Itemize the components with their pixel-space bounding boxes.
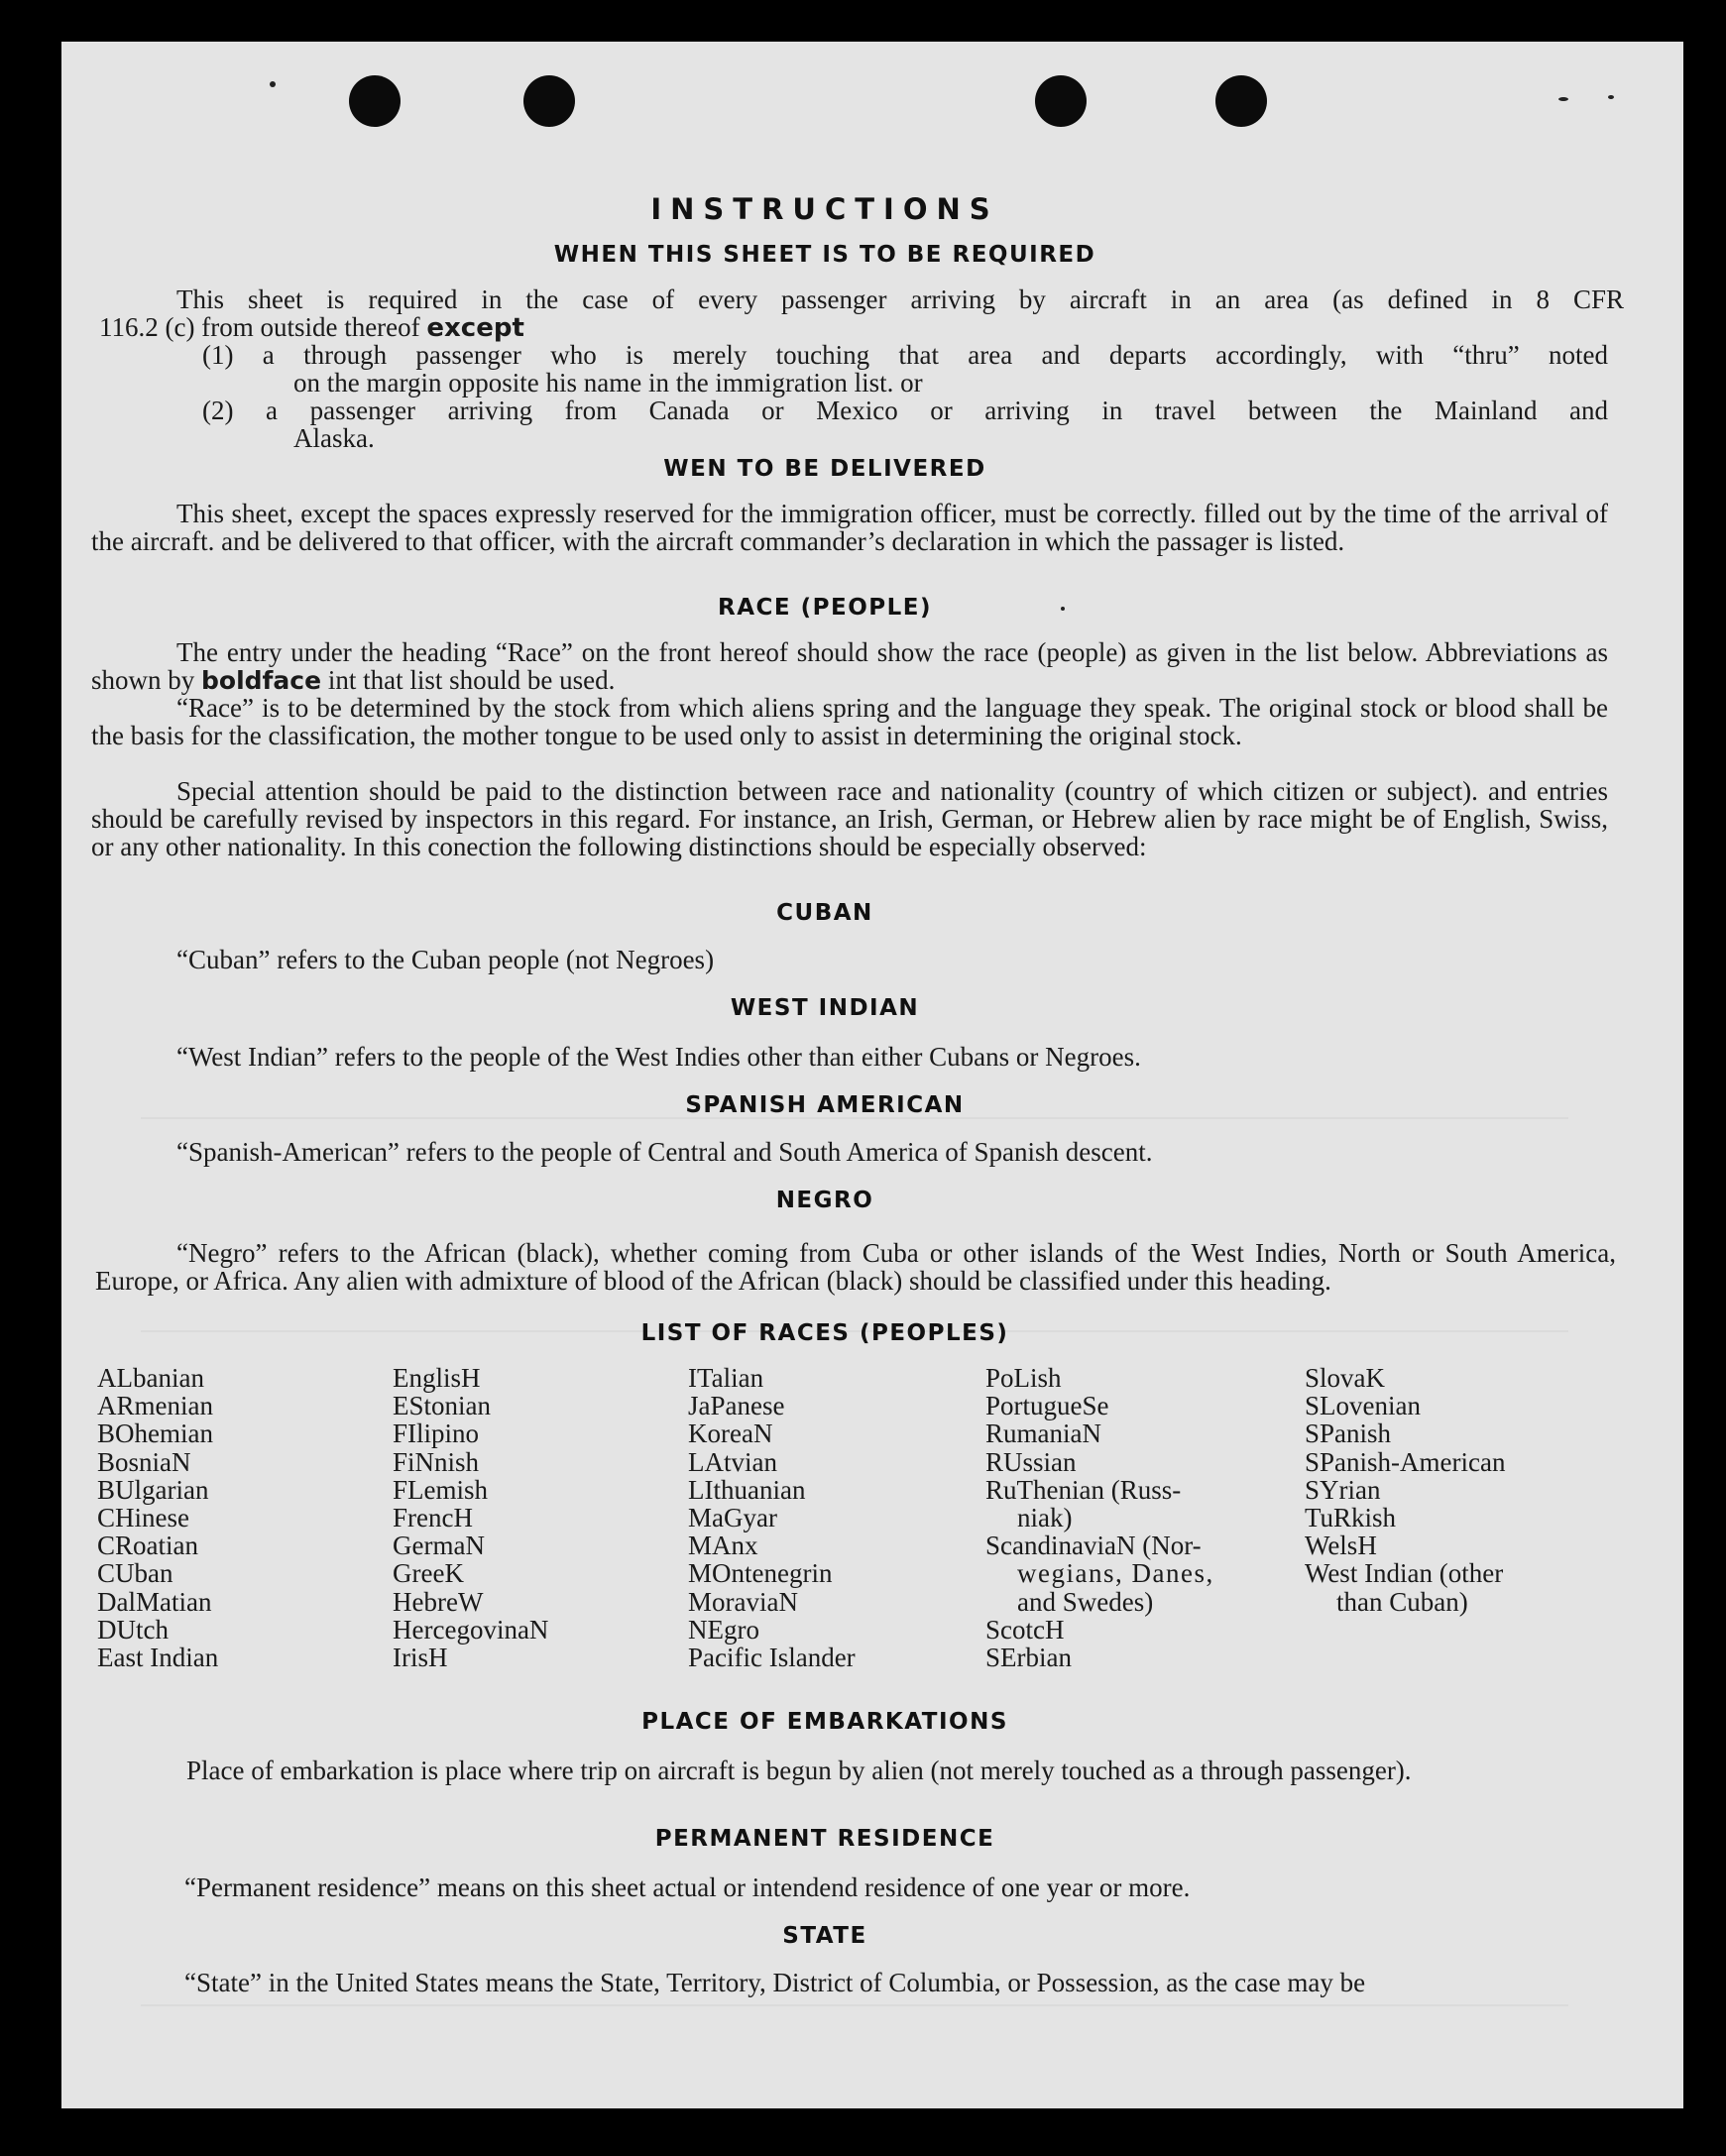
residence-text: “Permanent residence” means on this sheet actual or intendend residence of one year or more.: [184, 1872, 1191, 1902]
race-item: CRoatian: [97, 1531, 198, 1561]
exception-item-2-cont: Alaska.: [293, 423, 375, 453]
race-item: MaGyar: [688, 1503, 777, 1533]
race-item: Pacific Islander: [688, 1643, 856, 1673]
heading-cuban: CUBAN: [776, 900, 873, 926]
heading-race: RACE (PEOPLE): [718, 595, 932, 621]
race-item: East Indian: [97, 1643, 219, 1673]
race-item: LAtvian: [688, 1446, 777, 1477]
race-item: BUlgarian: [97, 1474, 209, 1505]
race-item-cont: wegians, Danes,: [1017, 1558, 1214, 1589]
required-intro-cont: [99, 313, 524, 342]
race-paragraph-2: “Race” is to be determined by the stock from which aliens spring and the language they speak. The original stock or blood shall be the basis for the classification, the mother tongue to be used only to assist in determining the original stock.: [91, 693, 1608, 750]
race-item: EStonian: [393, 1391, 491, 1421]
race-item: NEgro: [688, 1614, 759, 1645]
heading-when-delivered: WEN TO BE DELIVERED: [663, 456, 986, 482]
race-item: FiNnish: [393, 1446, 480, 1477]
heading-permanent-residence: PERMANENT RESIDENCE: [654, 1826, 995, 1852]
race-item: HebreW: [393, 1586, 484, 1617]
negro-paragraph: “Negro” refers to the African (black), whether coming from Cuba or other islands of the West Indies, North or South America, Europe, or Africa. Any alien with admixture of blood of the African (black) should be classified under this heading.: [95, 1238, 1616, 1296]
except-bold: except: [426, 313, 524, 343]
race-item: LIthuanian: [688, 1474, 806, 1505]
race-item: JaPanese: [688, 1391, 785, 1421]
race-item: ALbanian: [97, 1363, 204, 1393]
race-item-cont: and Swedes): [1017, 1586, 1154, 1617]
race-item: HercegovinaN: [393, 1614, 549, 1645]
cuban-text: “Cuban” refers to the Cuban people (not Negroes): [176, 945, 715, 974]
race-item: EnglisH: [393, 1363, 481, 1393]
page-title: INSTRUCTIONS: [650, 192, 999, 226]
heading-west-indian: WEST INDIAN: [730, 995, 920, 1021]
race-item: MOntenegrin: [688, 1558, 833, 1589]
dust-speck: [1558, 97, 1568, 101]
heading-when-required: WHEN THIS SHEET IS TO BE REQUIRED: [553, 242, 1096, 268]
race-item: SlovaK: [1305, 1363, 1385, 1393]
race-column-1: [97, 1364, 218, 1671]
race-item: BosniaN: [97, 1446, 191, 1477]
race-column-2: [393, 1364, 548, 1671]
race-item: SYrian: [1305, 1474, 1381, 1505]
heading-negro: NEGRO: [775, 1188, 874, 1213]
race-item: SErbian: [985, 1643, 1072, 1673]
race-paragraph-3: Special attention should be paid to the distinction between race and nationality (country of which citizen or subject). and entries should be carefully revised by inspectors in this regard. For instance, an Irish, German, or Hebrew alien by race might be of English, Swiss, or any other nationality. In this conection the following distinctions should be especially observed:: [91, 776, 1608, 861]
punch-hole-1: [349, 75, 401, 127]
document-page: [61, 42, 1683, 2108]
bleed-through-line: [141, 2004, 1568, 2006]
heading-spanish-american: SPANISH AMERICAN: [685, 1092, 965, 1118]
race-column-5: [1305, 1364, 1505, 1616]
race-item: FLemish: [393, 1474, 489, 1505]
punch-hole-4: [1215, 75, 1267, 127]
required-intro-cont-text: 116.2 (c) from outside thereof: [99, 312, 420, 342]
dust-speck: [1608, 95, 1614, 99]
exception-item-1-cont: on the margin opposite his name in the immigration list. or: [293, 368, 923, 397]
race-item: CUban: [97, 1558, 173, 1589]
dust-speck: [270, 81, 276, 87]
race-column-4: [985, 1364, 1214, 1671]
race-paragraph-1-text: The entry under the heading “Race” on the front hereof should show the race (people) as given in the list below. Abbreviations as shown by: [91, 637, 1608, 695]
race-item: RumaniaN: [985, 1418, 1101, 1449]
race-item: RuThenian (Russ-: [985, 1474, 1182, 1505]
heading-embarkation: PLACE OF EMBARKATIONS: [641, 1709, 1008, 1735]
race-item: MoraviaN: [688, 1586, 798, 1617]
required-intro: This sheet is required in the case of every passenger arriving by aircraft in an area (as defined in 8 CFR: [176, 284, 1624, 314]
race-item: SPanish-American: [1305, 1446, 1506, 1477]
race-item: PortugueSe: [985, 1391, 1109, 1421]
race-item: ScandinaviaN (Nor-: [985, 1531, 1202, 1561]
race-item: ScotcH: [985, 1614, 1065, 1645]
race-item: WelsH: [1305, 1531, 1377, 1561]
race-item: BOhemian: [97, 1418, 213, 1449]
race-column-3: [688, 1364, 856, 1671]
race-paragraph-1-end: int that list should be used.: [327, 665, 616, 695]
spanish-american-text: “Spanish-American” refers to the people of Central and South America of Spanish descent.: [176, 1137, 1153, 1167]
race-item: RUssian: [985, 1446, 1077, 1477]
race-item: FIlipino: [393, 1418, 480, 1449]
race-item: FrencH: [393, 1503, 473, 1533]
race-item-cont: than Cuban): [1336, 1586, 1468, 1617]
race-item: TuRkish: [1305, 1503, 1397, 1533]
race-item: GermaN: [393, 1531, 485, 1561]
race-item: IrisH: [393, 1643, 448, 1673]
heading-list-of-races: LIST OF RACES (PEOPLES): [640, 1320, 1009, 1346]
exception-item-1: (1) a through passenger who is merely touching that area and departs accordingly, with “thru” noted: [202, 340, 1608, 370]
race-item: DalMatian: [97, 1586, 212, 1617]
race-item: ARmenian: [97, 1391, 213, 1421]
exception-item-2: (2) a passenger arriving from Canada or Mexico or arriving in travel between the Mainland and: [202, 396, 1608, 425]
race-item: CHinese: [97, 1503, 189, 1533]
heading-state: STATE: [782, 1923, 867, 1949]
race-item: GreeK: [393, 1558, 464, 1589]
race-item-cont: niak): [1017, 1503, 1073, 1533]
race-paragraph-1: [91, 638, 1608, 695]
embarkation-paragraph: Place of embarkation is place where trip on aircraft is begun by alien (not merely touched as a through passenger).: [186, 1756, 1412, 1785]
boldface-word: boldface: [201, 666, 322, 695]
west-indian-text: “West Indian” refers to the people of the West Indies other than either Cubans or Negroes.: [176, 1042, 1141, 1072]
race-item: SPanish: [1305, 1418, 1392, 1449]
race-item: DUtch: [97, 1614, 169, 1645]
race-item: MAnx: [688, 1531, 758, 1561]
race-item: ITalian: [688, 1363, 764, 1393]
punch-hole-3: [1035, 75, 1087, 127]
delivery-paragraph: This sheet, except the spaces expressly reserved for the immigration officer, must be correctly. filled out by the time of the arrival of the aircraft. and be delivered to that officer, with the aircraft commander’s declaration in which the passager is listed.: [91, 499, 1608, 556]
race-item: West Indian (other: [1305, 1558, 1504, 1589]
state-paragraph: “State” in the United States means the State, Territory, District of Columbia, or Possession, as the case may be: [184, 1968, 1366, 1997]
race-item: PoLish: [985, 1363, 1062, 1393]
punch-hole-2: [523, 75, 575, 127]
race-item: KoreaN: [688, 1418, 773, 1449]
race-item: SLovenian: [1305, 1391, 1421, 1421]
